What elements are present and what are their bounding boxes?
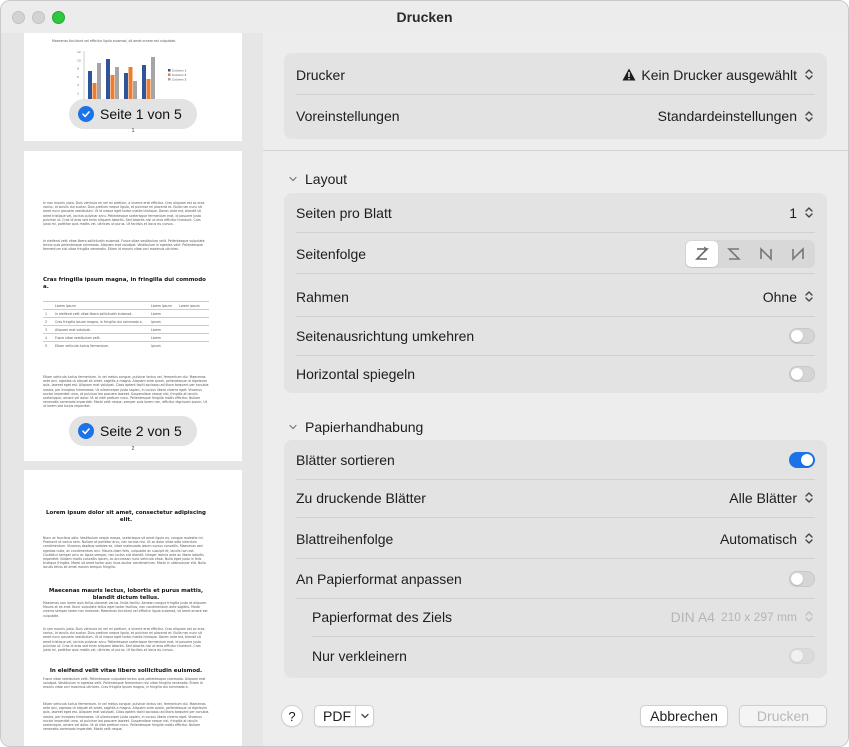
print-button[interactable]: Drucken bbox=[739, 705, 827, 727]
downscale-only-toggle[interactable] bbox=[789, 648, 815, 664]
page3-paragraph: Etiam vehicula luctus fermentum. In vel metus congue, pulvinar lectus vel, fermentum dui. Maecenas ante orci, egestas ut aliquet sit amet, sagittis a magna. Aliquam ante quam, pellentesque ut dignissim quis, laoreet eget est. Aliquam erat volutpat. Class aptent taciti sociosqu ad litora torquent per conubia nostra, per inceptos himenaeos. Ut ullamcorper justo sapien, in cursus libero viverra eget. Vivamus auctor imperdiet urna, at pulvinar leo posuere laoreet. Suspendisse neque nisl, fringilla at iaculis scelerisque, ornare vel dolor. Ut at nibh pretium nunc. Pellentesque fringilla mollis efficitur. Nullam venenatis commodo imperdiet. Morbi velit neque. bbox=[43, 702, 209, 732]
legend-label: Column 3 bbox=[172, 77, 187, 82]
layout-section-title: Layout bbox=[305, 171, 348, 187]
pages-per-sheet-select[interactable] bbox=[789, 205, 815, 221]
page-order-segmented-control[interactable] bbox=[685, 240, 815, 268]
table-row bbox=[43, 310, 209, 318]
table-row bbox=[43, 334, 209, 342]
border-select[interactable] bbox=[763, 289, 815, 305]
up-down-chevron-icon bbox=[803, 490, 815, 506]
border-row[interactable] bbox=[296, 277, 815, 317]
chevron-down-icon bbox=[289, 423, 297, 431]
target-paper-row bbox=[312, 597, 815, 637]
page-order-s-icon[interactable] bbox=[718, 241, 750, 267]
page2-paragraph: In non mauris justo. Duis vehicula mi vel mi pretium, a viverra erat efficitur. Cras aliquam est ac eros varius, id iaculis dui auctor. Duis pretium neque ligula, et pulvinar mi placerat et. Nulla nec nunc sit amet nunc posuere vestibulum. Ut id neque eget tortor mattis tristique. Donec ante est, blandit sit amet tristique vel, lacinia pulvinar arcu. Pellentesque scelerisque fermentum erat, id posuere justo pulvinar ut. Cras id eros sed enim aliquam lobortis. Sed lobortis nisl ut eros efficitur tincidunt. Cras justo mi, porttitor quis mattis vel, ultricies ut purus. Ut facilisis et lacus eu cursus. bbox=[43, 201, 205, 227]
table-cell: 3 bbox=[43, 326, 53, 334]
reverse-orientation-row bbox=[296, 316, 815, 356]
flip-horizontal-toggle[interactable] bbox=[789, 366, 815, 382]
page-order-row bbox=[296, 234, 815, 274]
page-order-reverse-n-icon[interactable] bbox=[782, 241, 814, 267]
page3-heading: Maecenas mauris lectus, lobortis et purus mattis, blandit dictum tellus. bbox=[48, 588, 204, 601]
table-cell: Etiam vehicula luctus fermentum. bbox=[53, 342, 149, 350]
table-header-cell bbox=[43, 302, 53, 310]
presets-value: Standardeinstellungen bbox=[657, 108, 797, 124]
page2-paragraph: In eleifend velit vitae libero sollicitudin euismod. Fusce vitae vestibulum velit. Pellentesque vulputate lectus quis pellentesque commodo. Aliquam erat volutpat. Vestibulum in egestas velit. Pellentesque fermentum nisl vitae fringilla venenatis. Etiam id mauris vitae orci maximus ultricies. bbox=[43, 239, 205, 252]
chart-tick-label: 2 bbox=[77, 91, 79, 96]
printer-label: Drucker bbox=[296, 66, 346, 83]
page-preview-3[interactable] bbox=[24, 470, 242, 747]
printer-select[interactable] bbox=[622, 67, 815, 83]
page-order-label: Seitenfolge bbox=[296, 245, 367, 262]
chart-tick-label: 4 bbox=[77, 83, 79, 88]
table-row bbox=[43, 318, 209, 326]
page1-bullet: Maecenas tincidunt vel efficitur ligula euismod, sit amet ornare est vulputate. bbox=[52, 39, 177, 43]
page-1-selected-pill[interactable] bbox=[69, 99, 197, 129]
presets-label: Voreinstellungen bbox=[296, 108, 400, 124]
printer-value: Kein Drucker ausgewählt bbox=[641, 66, 797, 83]
page1-chart bbox=[74, 47, 190, 107]
title-bar bbox=[1, 1, 848, 33]
up-down-chevron-icon bbox=[803, 531, 815, 547]
sheet-order-label: Blattreihenfolge bbox=[296, 530, 394, 547]
page-preview-sidebar[interactable] bbox=[1, 33, 263, 747]
fit-to-paper-row bbox=[296, 559, 815, 599]
pdf-menu-button[interactable] bbox=[314, 705, 374, 727]
table-cell: Lorem bbox=[149, 310, 177, 318]
collate-row bbox=[296, 440, 815, 480]
chart-tick-label: 8 bbox=[77, 66, 79, 71]
chart-tick-label: 6 bbox=[77, 74, 79, 79]
page2-paragraph: Etiam vehicula luctus fermentum. In vel metus congue, pulvinar lectus vel, fermentum dui. Maecenas ante orci, egestas ut aliquet sit amet, sagittis a magna. Aliquam ante quam, pellentesque ut dignissim quis, laoreet eget est. Aliquam erat volutpat. Class aptent taciti sociosqu ad litora torquent per conubia nostra, per inceptos himenaeos. Ut ullamcorper justo sapien, in cursus libero viverra eget. Vivamus auctor imperdiet urna, at pulvinar leo posuere laoreet. Suspendisse neque nisl, fringilla at iaculis scelerisque, ornare vel dolor. Ut at nibh pretium nunc. Pellentesque fringilla mollis efficitur. Nullam venenatis commodo imperdiet. Morbi velit neque, semper quis lorem nec, efficitur dignissim ipsum. Ut ut lorem sed turpis imperdiet. bbox=[43, 375, 209, 409]
chart-bar bbox=[129, 67, 133, 103]
page3-heading: Lorem ipsum dolor sit amet, consectetur adipiscing elit. bbox=[46, 510, 206, 523]
window-title: Drucken bbox=[396, 9, 453, 25]
sheets-to-print-label: Zu druckende Blätter bbox=[296, 489, 426, 506]
page2-table bbox=[43, 301, 209, 350]
layout-card bbox=[284, 193, 827, 393]
table-cell bbox=[177, 334, 209, 342]
page-preview-1[interactable] bbox=[24, 33, 242, 141]
presets-row[interactable] bbox=[296, 96, 815, 136]
page-number: 1 bbox=[131, 128, 135, 134]
sheets-to-print-value: Alle Blätter bbox=[729, 489, 797, 506]
up-down-chevron-icon bbox=[803, 67, 815, 83]
cancel-button[interactable]: Abbrechen bbox=[640, 705, 728, 727]
table-cell bbox=[177, 326, 209, 334]
flip-horizontal-row bbox=[296, 354, 815, 394]
sheet-order-value: Automatisch bbox=[719, 530, 797, 547]
pages-per-sheet-value: 1 bbox=[789, 204, 797, 221]
table-header-cell: Lorem ipsum bbox=[53, 302, 149, 310]
sheet-order-select[interactable] bbox=[720, 531, 815, 547]
up-down-chevron-icon bbox=[803, 609, 815, 625]
border-value: Ohne bbox=[762, 288, 797, 305]
chevron-down-icon[interactable] bbox=[355, 706, 373, 726]
pdf-label: PDF bbox=[323, 708, 351, 724]
table-cell: Lorem bbox=[149, 334, 177, 342]
fit-to-paper-label: An Papierformat anpassen bbox=[296, 570, 462, 587]
table-cell: 4 bbox=[43, 334, 53, 342]
page-2-selected-pill[interactable] bbox=[69, 416, 197, 446]
paper-handling-section-title: Papierhandhabung bbox=[305, 419, 424, 435]
flip-horizontal-label: Horizontal spiegeln bbox=[296, 366, 416, 382]
collate-toggle[interactable] bbox=[789, 452, 815, 468]
table-cell: Aliquam erat volutpat. bbox=[53, 326, 149, 334]
layout-section-header[interactable] bbox=[289, 171, 347, 187]
page-number: 2 bbox=[131, 446, 135, 452]
printer-row[interactable] bbox=[296, 55, 815, 95]
downscale-only-row bbox=[312, 636, 815, 676]
legend-swatch bbox=[168, 74, 171, 77]
chart-bar bbox=[142, 65, 146, 103]
sheet-order-row[interactable] bbox=[296, 519, 815, 559]
chart-bar bbox=[151, 57, 155, 103]
divider bbox=[263, 150, 849, 151]
chevron-down-icon bbox=[289, 175, 297, 183]
chart-bar bbox=[106, 59, 110, 103]
chart-bar bbox=[97, 63, 101, 103]
table-cell bbox=[177, 342, 209, 350]
reverse-orientation-toggle[interactable] bbox=[789, 328, 815, 344]
presets-select[interactable] bbox=[658, 108, 815, 124]
print-settings-panel bbox=[263, 33, 849, 747]
table-cell: 2 bbox=[43, 318, 53, 326]
table-cell: 5 bbox=[43, 342, 53, 350]
table-row bbox=[43, 326, 209, 334]
target-paper-dimensions: 210 x 297 mm bbox=[720, 609, 797, 624]
legend-label: Column 1 bbox=[172, 68, 187, 73]
table-cell: In eleifend velit vitae libero sollicitudin euismod. bbox=[53, 310, 149, 318]
table-cell: Lorem bbox=[149, 326, 177, 334]
chart-bar bbox=[115, 67, 119, 103]
page2-heading: Cras fringilla ipsum magna, in fringilla dui commodo a. bbox=[43, 277, 206, 290]
paper-handling-section-header[interactable] bbox=[289, 419, 423, 435]
legend-swatch bbox=[168, 78, 171, 81]
collate-label: Blätter sortieren bbox=[296, 451, 395, 468]
table-cell: Fusce vitae vestibulum velit. bbox=[53, 334, 149, 342]
target-paper-select[interactable] bbox=[671, 609, 815, 625]
reverse-orientation-label: Seitenausrichtung umkehren bbox=[296, 327, 475, 344]
up-down-chevron-icon bbox=[803, 289, 815, 305]
checkmark-icon bbox=[78, 423, 94, 439]
table-header-cell: Lorem ipsum bbox=[177, 302, 209, 310]
printer-card bbox=[284, 53, 827, 139]
border-label: Rahmen bbox=[296, 288, 349, 305]
page-1-label: Seite 1 von 5 bbox=[100, 106, 182, 122]
table-cell: Ipsum bbox=[149, 342, 177, 350]
table-cell bbox=[177, 310, 209, 318]
help-button[interactable]: ? bbox=[281, 705, 303, 727]
up-down-chevron-icon bbox=[803, 205, 815, 221]
page3-paragraph: Fusce vitae vestibulum velit. Pellentesque vulputate lectus quis pellentesque commodo. Aliquam erat volutpat. Vestibulum in egestas velit. Pellentesque fermentum nisl vitae fringilla venenatis. Etiam id mauris vitae orci maximus ultricies. Cras fringilla ipsum magna, in fringilla dui commodo a. bbox=[43, 677, 206, 690]
table-cell bbox=[177, 318, 209, 326]
page-order-z-icon[interactable] bbox=[686, 241, 718, 267]
chart-tick-label: 12 bbox=[77, 50, 81, 54]
warning-icon bbox=[622, 68, 636, 81]
page3-paragraph: Maecenas non lorem quis tellus placerat varius. Nulla facilisi. Aenean congue fringilla justo at aliquam. Mauris et ex erat. Nunc vulputate tellus eget tortor facilisis, non condimentum ante sagittis. Morbi viverra semper lorem nec molestie. Maecenas tincidunt vel efficitur ligula euismod, sit amet ornare est vulputate. bbox=[43, 601, 208, 618]
page3-paragraph: In non mauris justo. Duis vehicula mi vel mi pretium, a viverra erat efficitur. Cras aliquam est ac eros varius, id iaculis dui auctor. Duis pretium neque ligula, et pulvinar mi placerat et. Nulla nec nunc sit amet nunc posuere vestibulum. Ut id neque eget tortor mattis tristique. Donec ante est, blandit sit amet tristique vel, lacinia pulvinar arcu. Pellentesque scelerisque fermentum erat, id posuere justo pulvinar ut. Cras id eros sed enim aliquam lobortis. Sed lobortis nisl ut eros efficitur tincidunt. Cras justo mi, porttitor quis mattis vel, ultricies ut purus. Ut facilisis et lacus eu cursus. bbox=[43, 627, 205, 653]
page-2-label: Seite 2 von 5 bbox=[100, 423, 182, 439]
page-order-n-icon[interactable] bbox=[750, 241, 782, 267]
table-cell: 1 bbox=[43, 310, 53, 318]
page-preview-2[interactable] bbox=[24, 151, 242, 461]
page3-paragraph: Nunc ac faucibus odio. Vestibulum neque massa, scelerisque sit amet ligula eu, congue molestie mi. Praesent ut varius sem. Nullam at porttitor arcu, nec lacinia nisi. Ut ac dolor vitae odio interdum condimentum. Vivamus dapibus sodales ex, vitae malesuada ipsum cursus convallis. Maecenas sed egestas nulla, ac condimentum orci. Mauris diam felis, vulputate ac suscipit et, iaculis non est. Curabitur semper arcu ac ligula semper, nec luctus nisl blandit. Integer lacinia ante ac libero lobortis imperdiet. Nullam mollis convallis ipsum, ac accumsan nunc vehicula vitae. Nulla eget justo in felis tristique fringilla. Morbi sit amet tortor quis risus auctor condimentum. Morbi in ullamcorper elit. Nulla iaculis tellus sit amet mauris tempus fringilla. bbox=[43, 536, 206, 570]
page3-heading: In eleifend velit vitae libero sollicitudin euismod. bbox=[49, 668, 203, 674]
table-cell: Ipsum bbox=[149, 318, 177, 326]
table-cell: Cras fringilla ipsum magna, in fringilla dui commodo a. bbox=[53, 318, 149, 326]
table-header-cell: Lorem ipsum bbox=[149, 302, 177, 310]
pages-per-sheet-row[interactable] bbox=[296, 193, 815, 233]
sheets-to-print-row[interactable] bbox=[296, 478, 815, 518]
target-paper-value: DIN A4 bbox=[670, 608, 715, 625]
chart-tick-label: 10 bbox=[77, 58, 81, 63]
downscale-only-label: Nur verkleinern bbox=[312, 648, 407, 664]
sheets-to-print-select[interactable] bbox=[729, 490, 815, 506]
fit-to-paper-toggle[interactable] bbox=[789, 571, 815, 587]
paper-handling-card bbox=[284, 440, 827, 678]
table-row bbox=[43, 342, 209, 350]
pages-per-sheet-label: Seiten pro Blatt bbox=[296, 204, 392, 221]
up-down-chevron-icon bbox=[803, 108, 815, 124]
legend-label: Column 2 bbox=[172, 72, 187, 77]
legend-swatch bbox=[168, 69, 171, 72]
target-paper-label: Papierformat des Ziels bbox=[312, 608, 453, 625]
checkmark-icon bbox=[78, 106, 94, 122]
